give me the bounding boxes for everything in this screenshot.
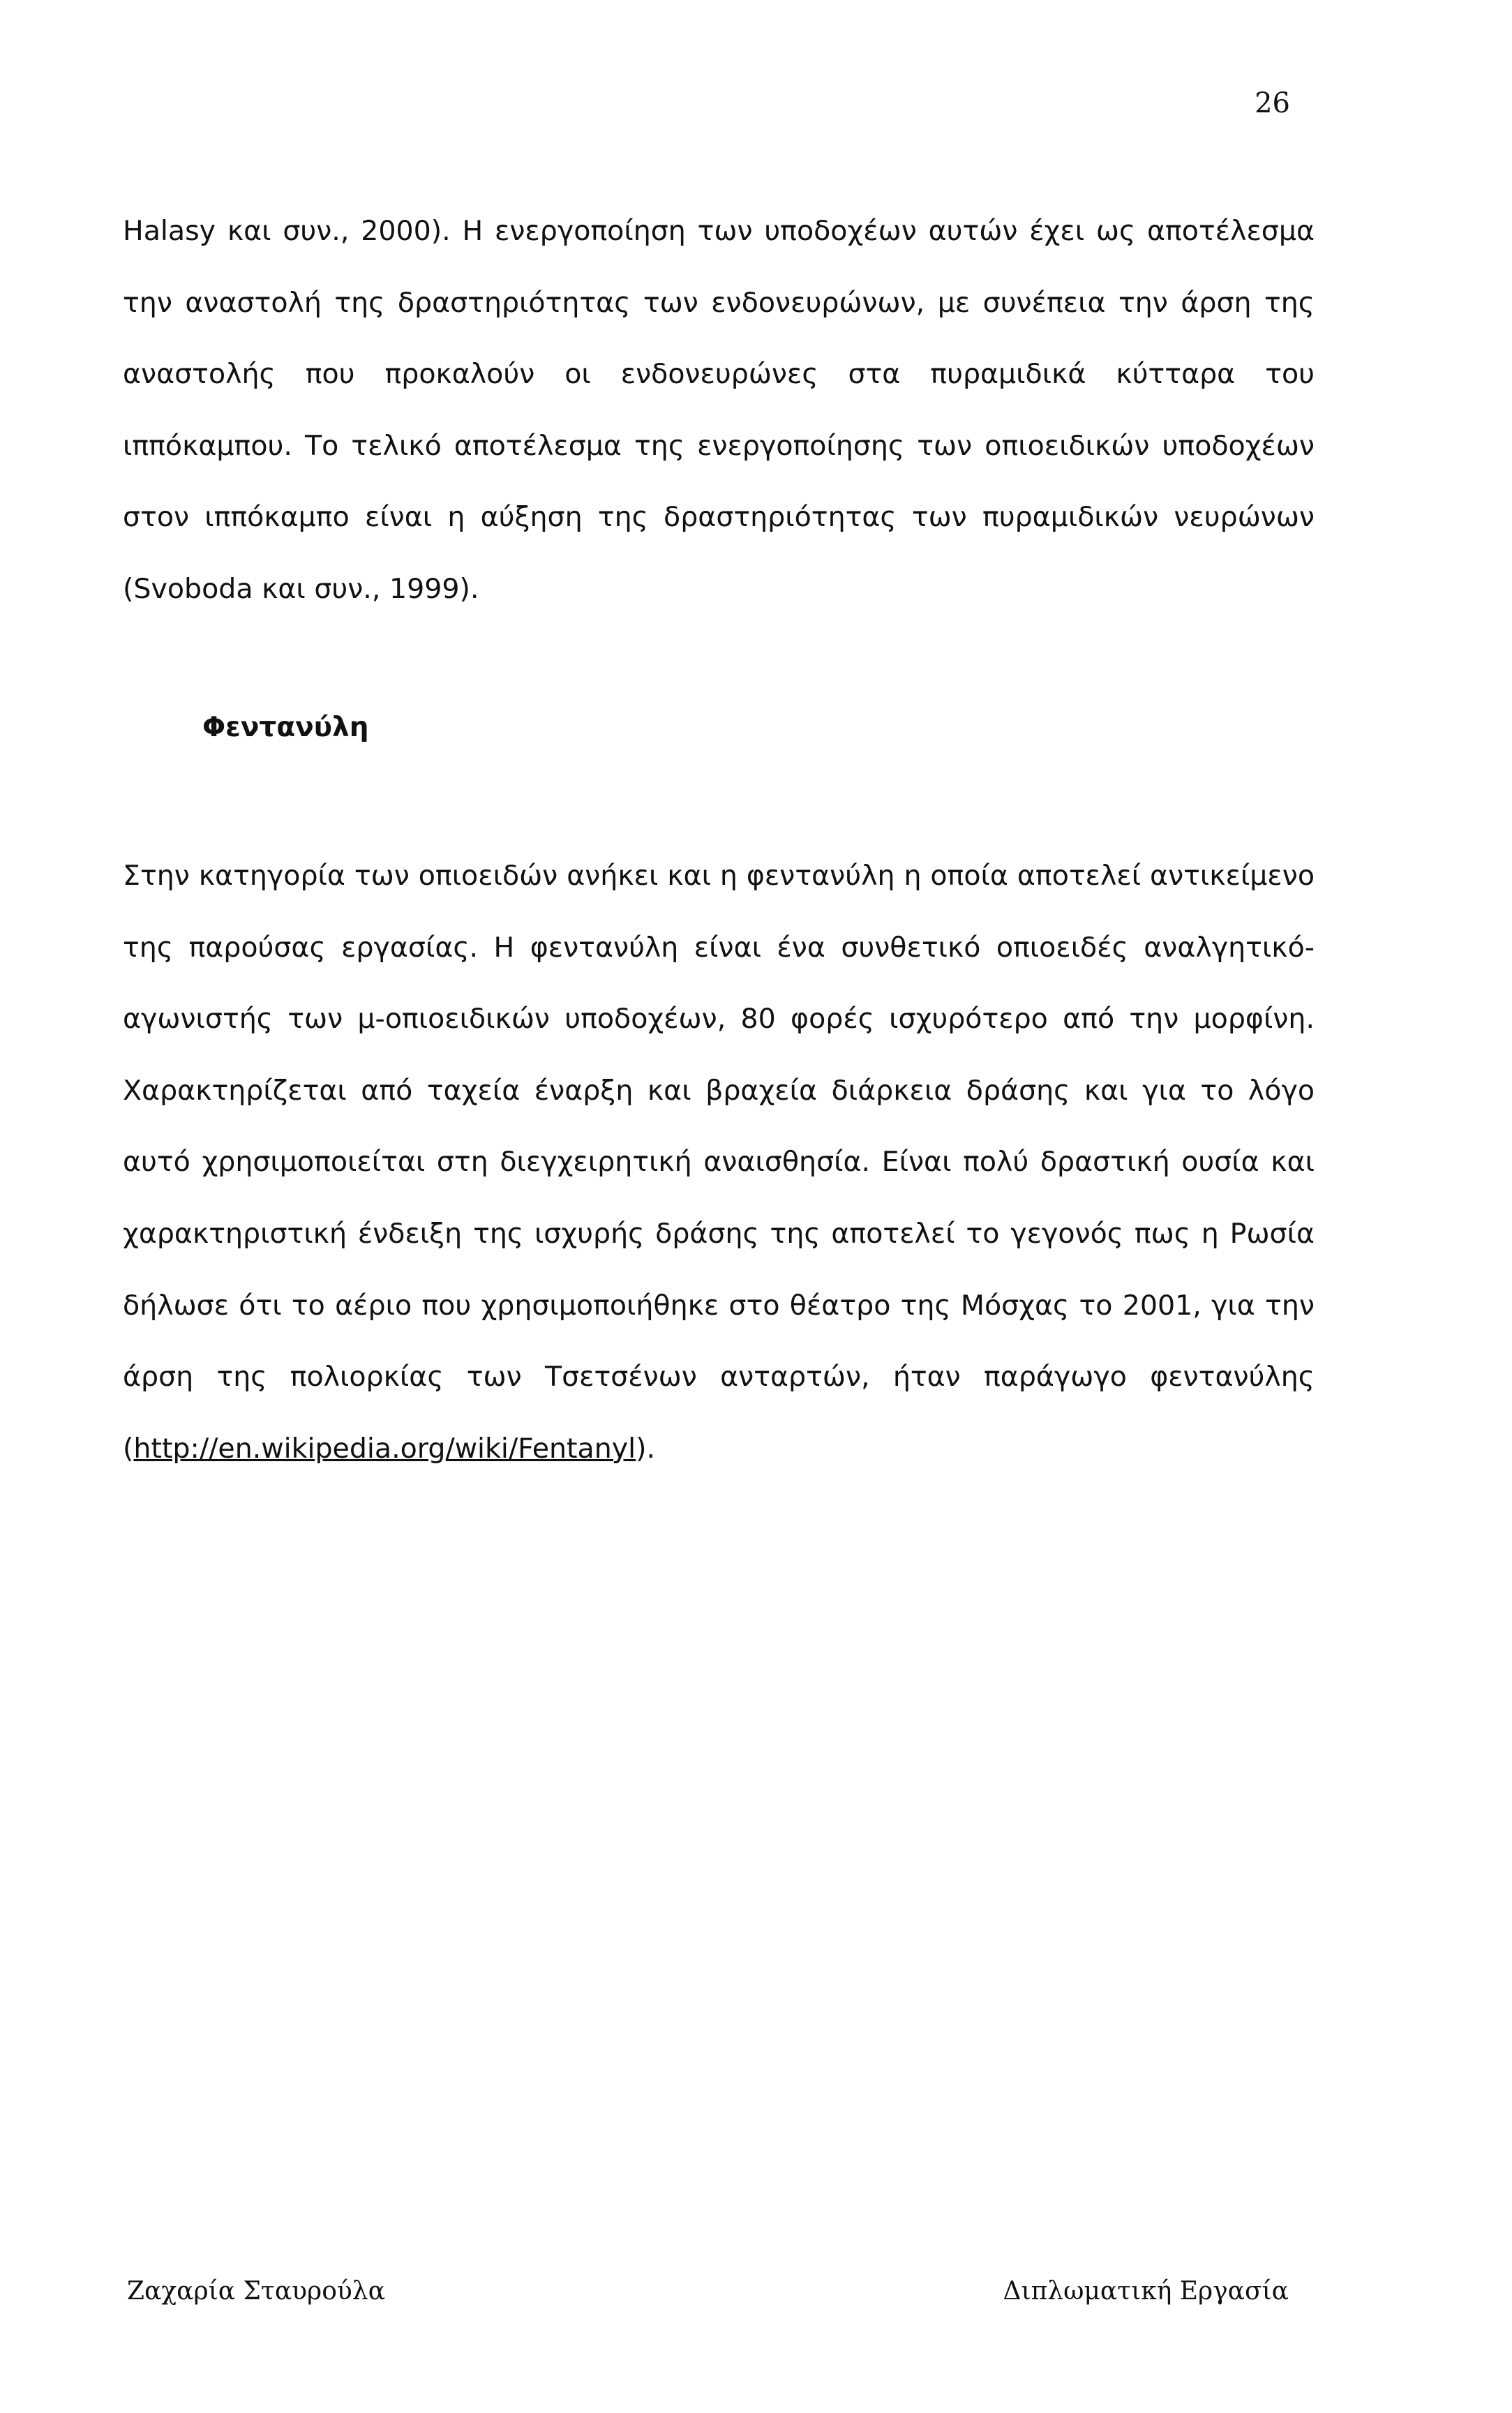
section-heading: Φεντανύλη bbox=[202, 712, 369, 743]
footer-document-type: Διπλωματική Εργασία bbox=[1003, 2277, 1289, 2306]
footer-author: Ζαχαρία Σταυρούλα bbox=[127, 2277, 385, 2306]
paragraph-fentanyl-text: Στην κατηγορία των οπιοειδών ανήκει και η φεντανύλη η οποία αποτελεί αντικείμενο της παρούσας εργασίας. Η φεντανύλη είναι ένα συνθετικό οπιοειδές αναλγητικό-αγωνιστής των μ-οπιοειδικών υποδοχέων, 80 φορές ισχυρότερο από την μορφίνη. Χαρακτηρίζεται από ταχεία έναρξη και βραχεία διάρκεια δράσης και για το λόγο αυτό χρησιμοποιείται στη διεγχειρητική αναισθησία. Είναι πολύ δραστική ουσία και χαρακτηριστική ένδειξη της ισχυρής δράσης της αποτελεί το γεγονός πως η Ρωσία δήλωσε ότι το αέριο που χρησιμοποιήθηκε στο θέατρο της Μόσχας το 2001, για την άρση της πολιορκίας των Τσετσένων ανταρτών, ήταν παράγωγο φεντανύλης bbox=[123, 860, 1315, 1394]
wikipedia-link[interactable]: http://en.wikipedia.org/wiki/Fentanyl bbox=[133, 1432, 636, 1465]
page-number: 26 bbox=[1255, 87, 1290, 119]
paragraph-intro: Halasy και συν., 2000). Η ενεργοποίηση των υποδοχέων αυτών έχει ως αποτέλεσμα την αναστολή της δραστηριότητας των ενδονευρώνων, με συνέπεια την άρση της αναστολής που προκαλούν οι ενδονευρώνες στα πυραμιδικά κύτταρα του ιππόκαμπου. Το τελικό αποτέλεσμα της ενεργοποίησης των οπιοειδικών υποδοχέων στον ιππόκαμπο είναι η αύξηση της δραστηριότητας των πυραμιδικών νευρώνων (Svoboda και συν., 1999). bbox=[123, 215, 1315, 605]
reference-open-paren: ( bbox=[123, 1432, 134, 1465]
paragraph-fentanyl bbox=[123, 840, 1315, 1484]
reference-close: ). bbox=[636, 1432, 656, 1465]
